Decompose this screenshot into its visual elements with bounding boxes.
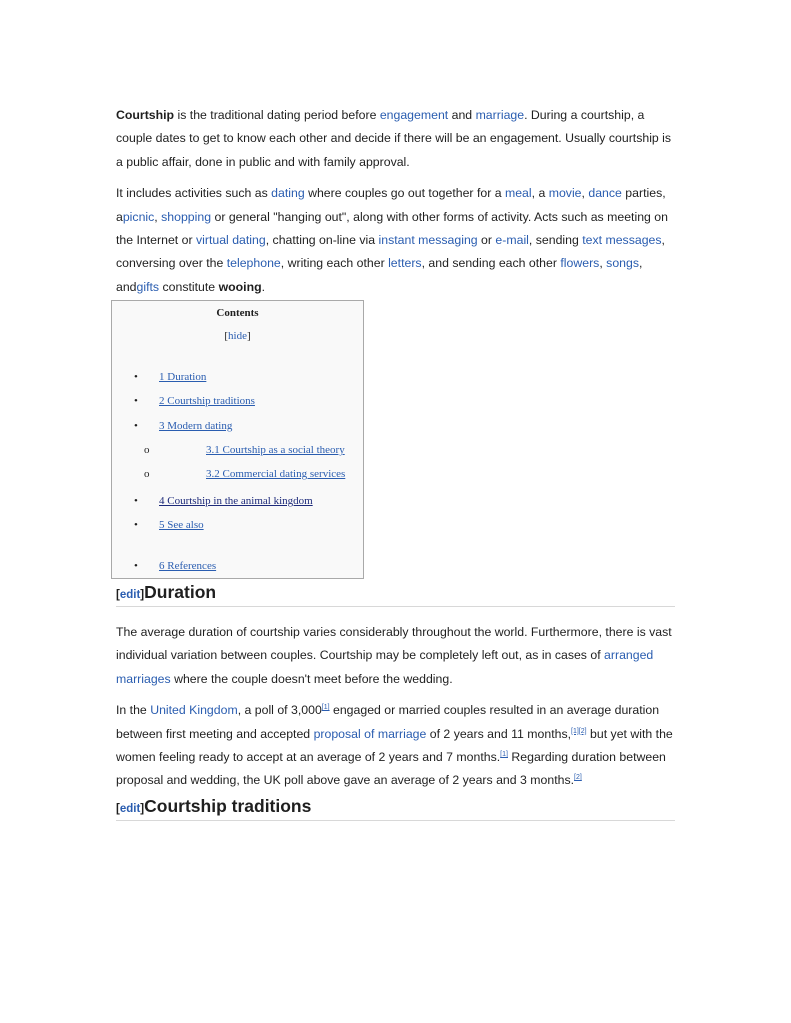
citation-link[interactable]: [1] (321, 704, 330, 712)
duration-paragraph-1: The average duration of courtship varies considerably throughout the world. Furthermore, there is vast individual variation between couples. Courtship may be completely left out, as in cases of arranged marriages where the couple doesn't meet before the wedding. (116, 625, 672, 686)
heading-duration-text: Duration (144, 582, 217, 602)
link-text-messages[interactable]: text messages (582, 233, 662, 248)
toc-link-references[interactable]: 6 References (159, 560, 217, 572)
link-united-kingdom[interactable]: United Kingdom (150, 703, 238, 718)
link-email[interactable]: e-mail (495, 233, 529, 248)
citation-2 (571, 728, 587, 735)
citation-link[interactable]: [1] (500, 750, 508, 758)
edit-link-duration[interactable]: edit (119, 589, 141, 601)
heading-courtship-traditions (116, 796, 675, 821)
link-meal[interactable]: meal (504, 186, 532, 201)
toc-item-references (134, 560, 217, 572)
link-engagement[interactable]: engagement (379, 108, 449, 122)
toc-link-modern-dating[interactable]: 3 Modern dating (159, 420, 233, 432)
link-arranged-marriages[interactable]: arranged marriages (116, 648, 654, 686)
toc-item-commercial-dating (144, 468, 346, 480)
citation-link[interactable]: [1] (571, 727, 579, 735)
link-flowers[interactable]: flowers (560, 256, 600, 271)
toc-title: Contents (216, 307, 259, 319)
toc-hide-toggle: [hide] (224, 330, 251, 342)
intro-section (116, 104, 676, 307)
edit-section-traditions: [edit] (116, 803, 145, 815)
circle-bullet-icon: o (144, 444, 150, 456)
table-of-contents (111, 300, 364, 579)
toc-link-social-theory[interactable]: 3.1 Courtship as a social theory (206, 444, 345, 456)
circle-bullet-icon: o (144, 468, 150, 480)
citation-4 (574, 774, 582, 781)
toc-link-commercial-dating[interactable]: 3.2 Commercial dating services (206, 468, 346, 480)
link-gifts[interactable]: gifts (136, 279, 160, 294)
toc-item-modern-dating (134, 420, 233, 432)
link-picnic[interactable]: picnic (122, 209, 155, 224)
citation-3 (500, 751, 508, 758)
link-telephone[interactable]: telephone (226, 256, 281, 271)
edit-section-duration: [edit] (116, 589, 145, 601)
link-virtual-dating[interactable]: virtual dating (195, 233, 266, 248)
toc-item-duration (134, 371, 207, 383)
duration-section (116, 621, 676, 801)
heading-traditions-text: Courtship traditions (144, 796, 312, 816)
bullet-icon: • (134, 560, 138, 572)
toc-hide-link[interactable]: hide (228, 330, 247, 342)
term-courtship: Courtship (116, 108, 175, 122)
duration-paragraph-2: In the United Kingdom, a poll of 3,000[1] engaged or married couples resulted in an average duration between first meeting and accepted proposal of marriage of 2 years and 11 months,[1][2] but yet with the women feeling ready to accept at an average of 2 years and 7 months.[1] Regarding duration between proposal and wedding, the UK poll above gave an average of 2 years and 3 months.[2] (116, 703, 673, 788)
link-proposal-of-marriage[interactable]: proposal of marriage (313, 726, 427, 741)
toc-link-animal-kingdom[interactable]: 4 Courtship in the animal kingdom (159, 495, 313, 507)
link-letters[interactable]: letters (388, 256, 422, 271)
toc-item-animal-kingdom (134, 495, 313, 507)
term-wooing: wooing (218, 279, 262, 294)
toc-link-duration[interactable]: 1 Duration (159, 371, 207, 383)
link-songs[interactable]: songs (606, 256, 639, 271)
citation-1 (322, 704, 330, 711)
bullet-icon: • (134, 420, 138, 432)
link-instant-messaging[interactable]: instant messaging (378, 233, 478, 248)
bullet-icon: • (134, 495, 138, 507)
bullet-icon: • (134, 395, 138, 407)
toc-item-courtship-traditions (134, 395, 255, 407)
toc-item-social-theory (144, 444, 345, 456)
citation-link[interactable]: [2] (578, 727, 587, 735)
link-shopping[interactable]: shopping (161, 209, 212, 224)
bullet-icon: • (134, 371, 138, 383)
link-movie[interactable]: movie (548, 186, 582, 201)
link-marriage[interactable]: marriage (475, 108, 525, 122)
intro-paragraph-2: It includes activities such as dating where couples go out together for a meal, a movie, dance parties, apicnic, shopping or general "hanging out", along with other forms of activity. Acts such as meeting on the Internet or virtual dating, chatting on-line via instant messaging or e-mail, sending text messages, conversing over the telephone, writing each other letters, and sending each other flowers, songs, andgifts constitute wooing. (116, 186, 668, 294)
toc-link-see-also[interactable]: 5 See also (159, 519, 204, 531)
bullet-icon: • (134, 519, 138, 531)
edit-link-traditions[interactable]: edit (119, 803, 141, 815)
citation-link[interactable]: [2] (574, 774, 582, 782)
link-dating[interactable]: dating (271, 186, 305, 201)
heading-duration (116, 582, 675, 607)
intro-paragraph-1: Courtship is the traditional dating period before engagement and marriage. During a courtship, a couple dates to get to know each other and decide if there will be an engagement. Usually courtship is a public affair, done in public and with family approval. (116, 108, 672, 169)
toc-item-see-also (134, 519, 204, 531)
toc-link-courtship-traditions[interactable]: 2 Courtship traditions (159, 395, 255, 407)
link-dance[interactable]: dance (588, 186, 622, 201)
